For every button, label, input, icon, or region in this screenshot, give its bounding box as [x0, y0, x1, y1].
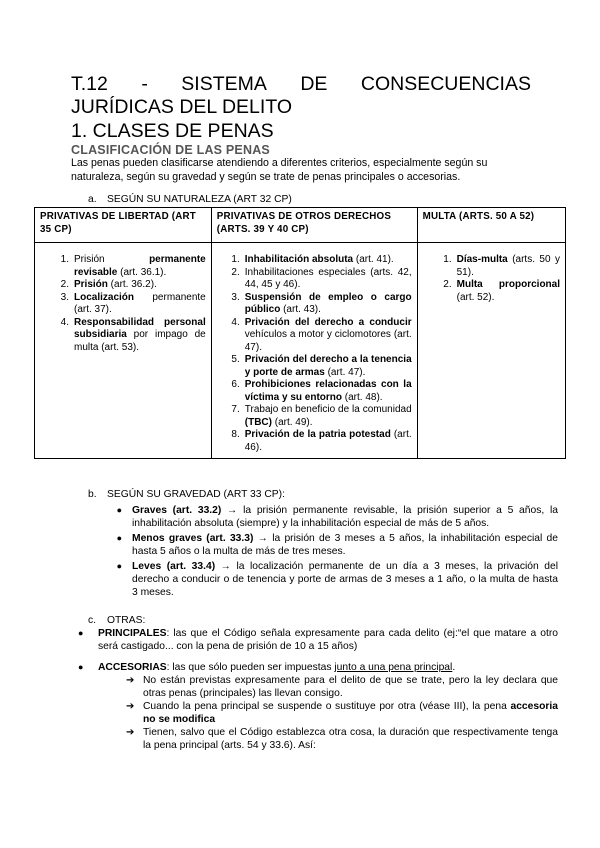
item-text — [74, 254, 206, 279]
item-text — [245, 254, 412, 267]
bullet-icon: ● — [78, 628, 84, 638]
item-text-normal: por impago de multa (art. 53). — [74, 329, 206, 353]
item-text-bold: Suspensión de empleo o cargo público — [244, 291, 412, 315]
title-line-2: JURÍDICAS DEL DELITO — [71, 96, 293, 118]
intro-paragraph: Las penas pueden clasificarse atendiendo a diferentes criterios, especialmente según su naturaleza, según su gravedad y según se trate de penas principales o accesorias. — [71, 157, 488, 183]
item-text-normal: (art. 46). — [244, 429, 412, 453]
item-text-bold: Privación del derecho a conducir — [244, 316, 412, 328]
subtitle: CLASIFICACIÓN DE LAS PENAS — [71, 143, 270, 157]
principales-label: PRINCIPALES — [98, 628, 167, 639]
accesorias-desc: : las que sólo pueden ser impuestas — [166, 662, 335, 673]
list-item — [126, 726, 558, 752]
gravedad-list — [88, 504, 558, 599]
accesorias-item — [78, 661, 558, 674]
column-header: PRIVATIVAS DE OTROS DERECHOS (ARTS. 39 Y 40 CP) — [211, 208, 417, 243]
arrow-icon: ➔ — [126, 675, 135, 686]
item-text-normal: (art. 52). — [456, 291, 495, 303]
item-text-bold: Leves (art. 33.4) — [132, 561, 216, 572]
arrow-icon: ➔ — [126, 701, 135, 712]
list-item — [126, 674, 558, 700]
item-text-bold: (TBC) — [244, 416, 272, 428]
penas-list — [217, 254, 412, 454]
section-b — [88, 488, 558, 601]
item-text-normal: (art. 43). — [280, 304, 321, 315]
item-text — [143, 674, 558, 700]
item-text-normal: → la prisión de 3 meses a 5 años, la inhabilitación especial de hasta 5 años o la multa de más de tres meses. — [132, 533, 559, 557]
item-text — [245, 379, 412, 404]
item-text — [74, 317, 206, 355]
list-item — [40, 254, 206, 279]
item-text-bold: Menos graves (art. 33.3) — [132, 533, 254, 544]
section-c-title: OTRAS: — [107, 615, 146, 626]
item-number: 3. — [60, 291, 69, 303]
bullet-icon: ● — [116, 533, 122, 543]
list-item — [217, 267, 412, 292]
accesorias-label: ACCESORIAS — [98, 662, 167, 673]
column-header: MULTA (ARTS. 50 A 52) — [417, 208, 565, 243]
item-text — [245, 292, 412, 317]
item-text-normal: (art. 49). — [271, 416, 313, 428]
list-item — [126, 700, 558, 726]
item-text-normal: vehículos a motor y ciclomotores (art. 47). — [244, 329, 412, 353]
item-text — [457, 254, 560, 279]
item-text-normal: → la localización permanente de un día a 3 meses, la privación del derecho a conducir o de tenencia y porte de armas de 3 meses a 1 año, o la multa de hasta 3 meses. — [132, 561, 559, 598]
section-c — [78, 614, 558, 752]
principales-text — [98, 627, 558, 653]
item-text-normal: (art. 41). — [353, 254, 394, 265]
item-number: 1. — [231, 254, 240, 265]
list-item — [423, 254, 560, 279]
item-text-normal: Prisión — [74, 254, 150, 265]
item-number: 2. — [443, 279, 452, 290]
item-text-normal: (arts. 50 y 51). — [456, 254, 560, 278]
section-a-heading — [88, 194, 292, 205]
title-word: CONSECUENCIAS — [360, 73, 531, 95]
item-number: 4. — [231, 316, 240, 328]
bullet-icon: ● — [78, 662, 84, 672]
item-number: 5. — [231, 354, 240, 365]
table-header-row — [35, 208, 566, 243]
item-number: 6. — [231, 379, 240, 390]
column-header: PRIVATIVAS DE LIBERTAD (ART 35 CP) — [35, 208, 212, 243]
item-text-normal: (art. 48). — [342, 391, 383, 403]
list-item — [217, 292, 412, 317]
list-item — [88, 560, 558, 599]
section-title: 1. CLASES DE PENAS — [71, 120, 274, 142]
list-item — [217, 404, 412, 429]
item-text-bold: accesoria no se modifica — [143, 701, 558, 725]
item-text-bold: Responsabilidad personal subsidiaria — [74, 316, 206, 340]
column-cell — [417, 243, 565, 459]
column-cell — [211, 243, 417, 459]
item-text-bold: Localización — [74, 291, 135, 303]
section-c-label: c. — [88, 615, 97, 626]
penas-list — [423, 254, 560, 304]
item-text-normal: permanente (art. 37). — [74, 291, 206, 315]
item-text-bold: Prohibiciones relacionadas con la víctima y su entorno — [244, 379, 412, 403]
section-a-title: SEGÚN SU NATURALEZA (ART 32 CP) — [107, 194, 292, 205]
list-item — [217, 379, 412, 404]
item-text-normal: Trabajo en beneficio de la comunidad — [244, 404, 412, 415]
list-item — [40, 279, 206, 292]
item-text-normal: (art. 47). — [324, 366, 366, 378]
item-text-bold: permanente revisable — [74, 254, 206, 278]
item-text-bold: Privación de la patria potestad — [244, 429, 391, 440]
list-item — [217, 429, 412, 454]
item-number: 2. — [60, 279, 69, 290]
item-text-bold: Inhabilitación absoluta — [244, 254, 354, 265]
accesorias-underline: junto a una pena principal — [334, 662, 453, 673]
title-line-1 — [71, 73, 531, 96]
item-text — [245, 404, 412, 429]
item-text — [457, 279, 560, 304]
item-text — [132, 504, 558, 530]
title-word: T.12 — [71, 73, 108, 95]
item-text-normal: Cuando la pena principal se suspende o sustituye por otra (véase III), la pena — [143, 701, 511, 712]
section-b-heading — [88, 488, 558, 501]
item-text-bold: Prisión — [74, 279, 108, 290]
item-text-normal: No están previstas expresamente para el delito de que se trate, pero la ley declara que otras penas (principales) las llevan consigo. — [143, 675, 558, 699]
item-text — [74, 279, 206, 292]
item-number: 1. — [60, 254, 69, 265]
principales-desc: : las que el Código señala expresamente para cada delito (ej:“el que matare a otro será castigado... con la pena de prisión de 10 a 15 años) — [98, 628, 558, 652]
item-text — [143, 700, 558, 726]
accesorias-end: . — [452, 662, 456, 673]
item-text — [245, 354, 412, 379]
title-word: SISTEMA — [181, 73, 267, 95]
list-item — [217, 354, 412, 379]
list-item — [40, 317, 206, 355]
accesorias-text — [98, 661, 558, 674]
item-text-bold: Multa proporcional — [456, 279, 560, 290]
title-word: DE — [300, 73, 328, 95]
section-b-label: b. — [88, 489, 97, 500]
section-b-title: SEGÚN SU GRAVEDAD (ART 33 CP): — [107, 489, 285, 500]
list-item — [88, 532, 558, 558]
item-text-bold: Graves (art. 33.2) — [132, 505, 222, 516]
section-c-heading — [88, 614, 558, 627]
item-number: 7. — [231, 404, 240, 415]
item-number: 1. — [443, 254, 452, 265]
item-text — [143, 726, 558, 752]
principales-item — [78, 627, 558, 653]
arrow-icon: ➔ — [126, 727, 135, 738]
item-text — [245, 267, 412, 292]
list-item — [423, 279, 560, 304]
list-item — [217, 317, 412, 355]
item-number: 4. — [60, 316, 69, 328]
item-text-normal: (art. 36.1). — [117, 266, 167, 278]
list-item — [88, 504, 558, 530]
accesorias-arrow-list — [126, 674, 558, 752]
list-item — [217, 254, 412, 267]
item-text — [132, 560, 558, 599]
title-word: - — [141, 73, 148, 95]
item-text — [245, 317, 412, 355]
section-a-label: a. — [88, 194, 97, 205]
list-item — [40, 292, 206, 317]
item-text-bold: Días-multa — [456, 254, 508, 265]
item-number: 2. — [231, 266, 240, 278]
item-text-normal: (art. 36.2). — [107, 279, 157, 290]
table-body-row — [35, 243, 566, 459]
item-text-bold: Privación del derecho a la tenencia y porte de armas — [244, 354, 412, 378]
bullet-icon: ● — [116, 561, 122, 571]
item-number: 8. — [231, 429, 240, 440]
column-cell — [35, 243, 212, 459]
bullet-icon: ● — [116, 505, 122, 515]
penas-list — [40, 254, 206, 354]
penas-table — [34, 207, 566, 459]
item-text — [245, 429, 412, 454]
item-number: 3. — [231, 291, 240, 303]
item-text — [132, 532, 558, 558]
item-text — [74, 292, 206, 317]
item-text-normal: Inhabilitaciones especiales (arts. 42, 44, 45 y 46). — [244, 266, 412, 290]
item-text-normal: Tienen, salvo que el Código establezca otra cosa, la duración que respectivamente tenga la pena principal (arts. 54 y 33.6). Así: — [143, 727, 558, 751]
item-text-normal: → la prisión permanente revisable, la prisión superior a 5 años, la inhabilitación absoluta (siempre) y la inhabilitación especial de más de 5 años. — [132, 505, 558, 529]
